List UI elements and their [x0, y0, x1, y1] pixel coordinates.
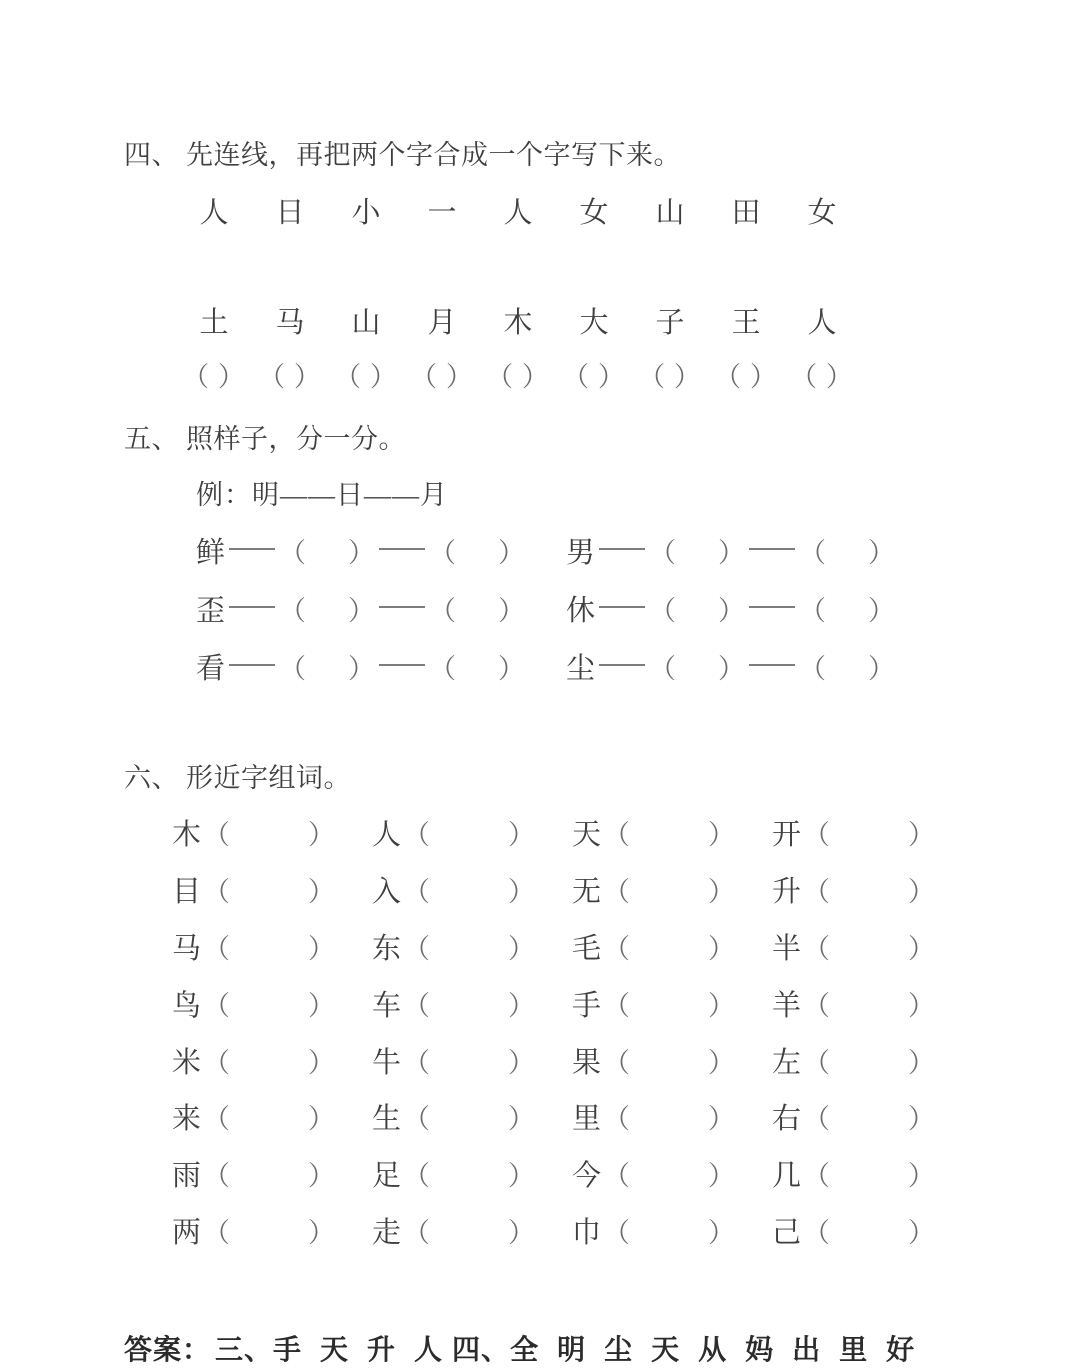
character-cell: 子 [655, 307, 685, 339]
prompt-character: 升 [772, 876, 802, 908]
character-cell: 日 [275, 197, 305, 229]
prompt-character: 手 [572, 990, 602, 1022]
word-formation-cell [172, 1096, 372, 1137]
word-formation-cell [572, 926, 772, 967]
answer-blank[interactable]: （ ） [403, 934, 536, 964]
prompt-character: 里 [572, 1103, 602, 1135]
word-formation-row [172, 1096, 972, 1137]
prompt-character: 鸟 [172, 990, 202, 1022]
word-formation-cell [372, 926, 572, 967]
answer-blank[interactable]: （ ） [603, 1161, 736, 1191]
prompt-character: 右 [772, 1103, 802, 1135]
section-five-title: 照样子，分一分。 [186, 424, 406, 454]
prompt-character: 人 [372, 819, 402, 851]
source-character: 歪 [196, 595, 226, 627]
prompt-character: 来 [172, 1103, 202, 1135]
answer-blank[interactable]: （ ） [403, 991, 536, 1021]
word-formation-row [172, 812, 972, 853]
dash-connector [229, 606, 275, 608]
prompt-character: 无 [572, 876, 602, 908]
word-formation-cell [372, 1096, 572, 1137]
section-four-top-character-row [176, 190, 860, 231]
answer-blank[interactable]: （ ） [258, 362, 322, 392]
character-cell: 月 [427, 307, 457, 339]
word-formation-cell [172, 1040, 372, 1081]
word-formation-cell [372, 983, 572, 1024]
word-formation-row [172, 1153, 972, 1194]
character-cell: 土 [199, 307, 229, 339]
answer-blank[interactable]: （ ） [279, 654, 376, 684]
character-cell: 女 [579, 197, 609, 229]
decomposition-item [566, 646, 936, 687]
answer-blank[interactable]: （ ） [799, 654, 896, 684]
section-four-answer-blank-row [176, 355, 860, 394]
answer-blank[interactable]: （ ） [403, 1048, 536, 1078]
decomposition-item [196, 530, 566, 571]
decomposition-item [566, 530, 936, 571]
word-formation-cell [172, 983, 372, 1024]
decomposition-row [196, 646, 1016, 687]
answer-blank[interactable]: （ ） [803, 877, 936, 907]
section-six-title: 形近字组词。 [186, 763, 351, 793]
dash-connector [379, 548, 425, 550]
section-five-number: 五、 [124, 424, 179, 454]
prompt-character: 目 [172, 876, 202, 908]
decomposition-row [196, 588, 1016, 629]
prompt-character: 足 [372, 1160, 402, 1192]
answer-blank[interactable]: （ ） [714, 362, 778, 392]
word-formation-cell [772, 869, 972, 910]
word-formation-cell [572, 1210, 772, 1251]
word-formation-cell [372, 1153, 572, 1194]
prompt-character: 马 [172, 933, 202, 965]
answer-key-label: 答案： [124, 1335, 212, 1366]
word-formation-cell [772, 1153, 972, 1194]
answer-blank[interactable]: （ ） [334, 362, 398, 392]
source-character: 男 [566, 537, 596, 569]
answer-segment-four-characters: 全 明 尘 天 从 妈 出 里 好 [510, 1335, 921, 1366]
answer-blank[interactable]: （ ） [603, 991, 736, 1021]
answer-blank[interactable]: （ ） [803, 820, 936, 850]
dash-connector [749, 664, 795, 666]
prompt-character: 今 [572, 1160, 602, 1192]
prompt-character: 入 [372, 876, 402, 908]
answer-blank[interactable]: （ ） [603, 1048, 736, 1078]
answer-key-line [124, 1328, 920, 1368]
answer-segment-four-label: 四、 [452, 1335, 511, 1366]
character-cell: 山 [655, 197, 685, 229]
character-cell: 一 [427, 197, 457, 229]
prompt-character: 天 [572, 819, 602, 851]
word-formation-cell [772, 926, 972, 967]
character-cell: 山 [351, 307, 381, 339]
decomposition-item [566, 588, 936, 629]
answer-blank[interactable]: （ ） [279, 538, 376, 568]
section-four-bottom-character-row [176, 300, 860, 341]
dash-connector [379, 606, 425, 608]
character-cell: 马 [275, 307, 305, 339]
answer-blank[interactable]: （ ） [649, 654, 746, 684]
example-content: 明——日——月 [252, 480, 448, 510]
prompt-character: 羊 [772, 990, 802, 1022]
decomposition-item [196, 588, 566, 629]
word-formation-cell [572, 1153, 772, 1194]
answer-blank[interactable]: （ ） [203, 1048, 336, 1078]
word-formation-cell [572, 812, 772, 853]
answer-blank[interactable]: （ ） [803, 991, 936, 1021]
character-cell: 大 [579, 307, 609, 339]
word-formation-cell [772, 812, 972, 853]
answer-blank[interactable]: （ ） [799, 596, 896, 626]
decomposition-row [196, 530, 1016, 571]
section-six-number: 六、 [124, 763, 179, 793]
word-formation-cell [172, 1153, 372, 1194]
answer-blank[interactable]: （ ） [403, 820, 536, 850]
prompt-character: 牛 [372, 1047, 402, 1079]
prompt-character: 果 [572, 1047, 602, 1079]
answer-blank[interactable]: （ ） [603, 1104, 736, 1134]
answer-blank[interactable]: （ ） [562, 362, 626, 392]
answer-blank[interactable]: （ ） [429, 538, 526, 568]
word-formation-cell [572, 869, 772, 910]
prompt-character: 木 [172, 819, 202, 851]
answer-blank[interactable]: （ ） [799, 538, 896, 568]
word-formation-row [172, 1210, 972, 1251]
word-formation-cell [172, 869, 372, 910]
word-formation-cell [572, 1040, 772, 1081]
dash-connector [229, 664, 275, 666]
answer-blank[interactable]: （ ） [410, 362, 474, 392]
answer-blank[interactable]: （ ） [649, 596, 746, 626]
character-cell: 人 [503, 197, 533, 229]
answer-blank[interactable]: （ ） [603, 820, 736, 850]
section-four-heading [124, 133, 681, 172]
answer-blank[interactable]: （ ） [203, 1218, 336, 1248]
prompt-character: 两 [172, 1217, 202, 1249]
answer-blank[interactable]: （ ） [203, 1104, 336, 1134]
character-cell: 小 [351, 197, 381, 229]
word-formation-cell [372, 1040, 572, 1081]
character-cell: 人 [199, 197, 229, 229]
prompt-character: 左 [772, 1047, 802, 1079]
dash-connector [749, 548, 795, 550]
source-character: 尘 [566, 653, 596, 685]
word-formation-cell [172, 812, 372, 853]
section-six-heading [124, 756, 351, 795]
answer-blank[interactable]: （ ） [403, 1218, 536, 1248]
word-formation-cell [172, 926, 372, 967]
prompt-character: 毛 [572, 933, 602, 965]
answer-blank[interactable]: （ ） [203, 1161, 336, 1191]
example-label: 例： [196, 480, 252, 510]
prompt-character: 半 [772, 933, 802, 965]
answer-blank[interactable]: （ ） [790, 362, 854, 392]
prompt-character: 生 [372, 1103, 402, 1135]
answer-blank[interactable]: （ ） [603, 1218, 736, 1248]
word-formation-row [172, 1040, 972, 1081]
prompt-character: 米 [172, 1047, 202, 1079]
decomposition-item [196, 646, 566, 687]
word-formation-row [172, 869, 972, 910]
word-formation-cell [372, 812, 572, 853]
prompt-character: 东 [372, 933, 402, 965]
answer-blank[interactable]: （ ） [803, 1161, 936, 1191]
source-character: 看 [196, 653, 226, 685]
answer-segment-three-characters: 手 天 升 人 [273, 1335, 449, 1366]
word-formation-cell [772, 1210, 972, 1251]
section-four-number: 四、 [124, 140, 179, 170]
answer-blank[interactable]: （ ） [403, 1161, 536, 1191]
answer-blank[interactable]: （ ） [429, 654, 526, 684]
word-formation-cell [572, 983, 772, 1024]
answer-blank[interactable]: （ ） [649, 538, 746, 568]
answer-blank[interactable]: （ ） [803, 1104, 936, 1134]
answer-blank[interactable]: （ ） [429, 596, 526, 626]
prompt-character: 开 [772, 819, 802, 851]
source-character: 休 [566, 595, 596, 627]
word-formation-cell [572, 1096, 772, 1137]
word-formation-row [172, 926, 972, 967]
word-formation-cell [172, 1210, 372, 1251]
character-cell: 人 [807, 307, 837, 339]
answer-segment-three-label: 三、 [215, 1335, 274, 1366]
answer-blank[interactable]: （ ） [203, 991, 336, 1021]
answer-blank[interactable]: （ ） [803, 1048, 936, 1078]
answer-blank[interactable]: （ ） [203, 877, 336, 907]
source-character: 鲜 [196, 537, 226, 569]
answer-blank[interactable]: （ ） [203, 820, 336, 850]
answer-blank[interactable]: （ ） [279, 596, 376, 626]
dash-connector [379, 664, 425, 666]
prompt-character: 走 [372, 1217, 402, 1249]
word-formation-cell [772, 1040, 972, 1081]
answer-blank[interactable]: （ ） [603, 877, 736, 907]
answer-blank[interactable]: （ ） [403, 1104, 536, 1134]
dash-connector [599, 606, 645, 608]
prompt-character: 车 [372, 990, 402, 1022]
dash-connector [599, 548, 645, 550]
word-formation-row [172, 983, 972, 1024]
word-formation-cell [372, 1210, 572, 1251]
character-cell: 王 [731, 307, 761, 339]
section-five-example [196, 473, 448, 512]
dash-connector [599, 664, 645, 666]
prompt-character: 己 [772, 1217, 802, 1249]
word-formation-cell [372, 869, 572, 910]
character-cell: 木 [503, 307, 533, 339]
answer-blank[interactable]: （ ） [803, 934, 936, 964]
prompt-character: 巾 [572, 1217, 602, 1249]
word-formation-cell [772, 1096, 972, 1137]
prompt-character: 雨 [172, 1160, 202, 1192]
answer-blank[interactable]: （ ） [182, 362, 246, 392]
section-four-title: 先连线，再把两个字合成一个字写下来。 [186, 140, 681, 170]
dash-connector [229, 548, 275, 550]
character-cell: 田 [731, 197, 761, 229]
character-cell: 女 [807, 197, 837, 229]
answer-blank[interactable]: （ ） [803, 1218, 936, 1248]
dash-connector [749, 606, 795, 608]
answer-blank[interactable]: （ ） [603, 934, 736, 964]
answer-blank[interactable]: （ ） [403, 877, 536, 907]
answer-blank[interactable]: （ ） [638, 362, 702, 392]
answer-blank[interactable]: （ ） [486, 362, 550, 392]
section-five-heading [124, 417, 406, 456]
prompt-character: 几 [772, 1160, 802, 1192]
answer-blank[interactable]: （ ） [203, 934, 336, 964]
word-formation-cell [772, 983, 972, 1024]
